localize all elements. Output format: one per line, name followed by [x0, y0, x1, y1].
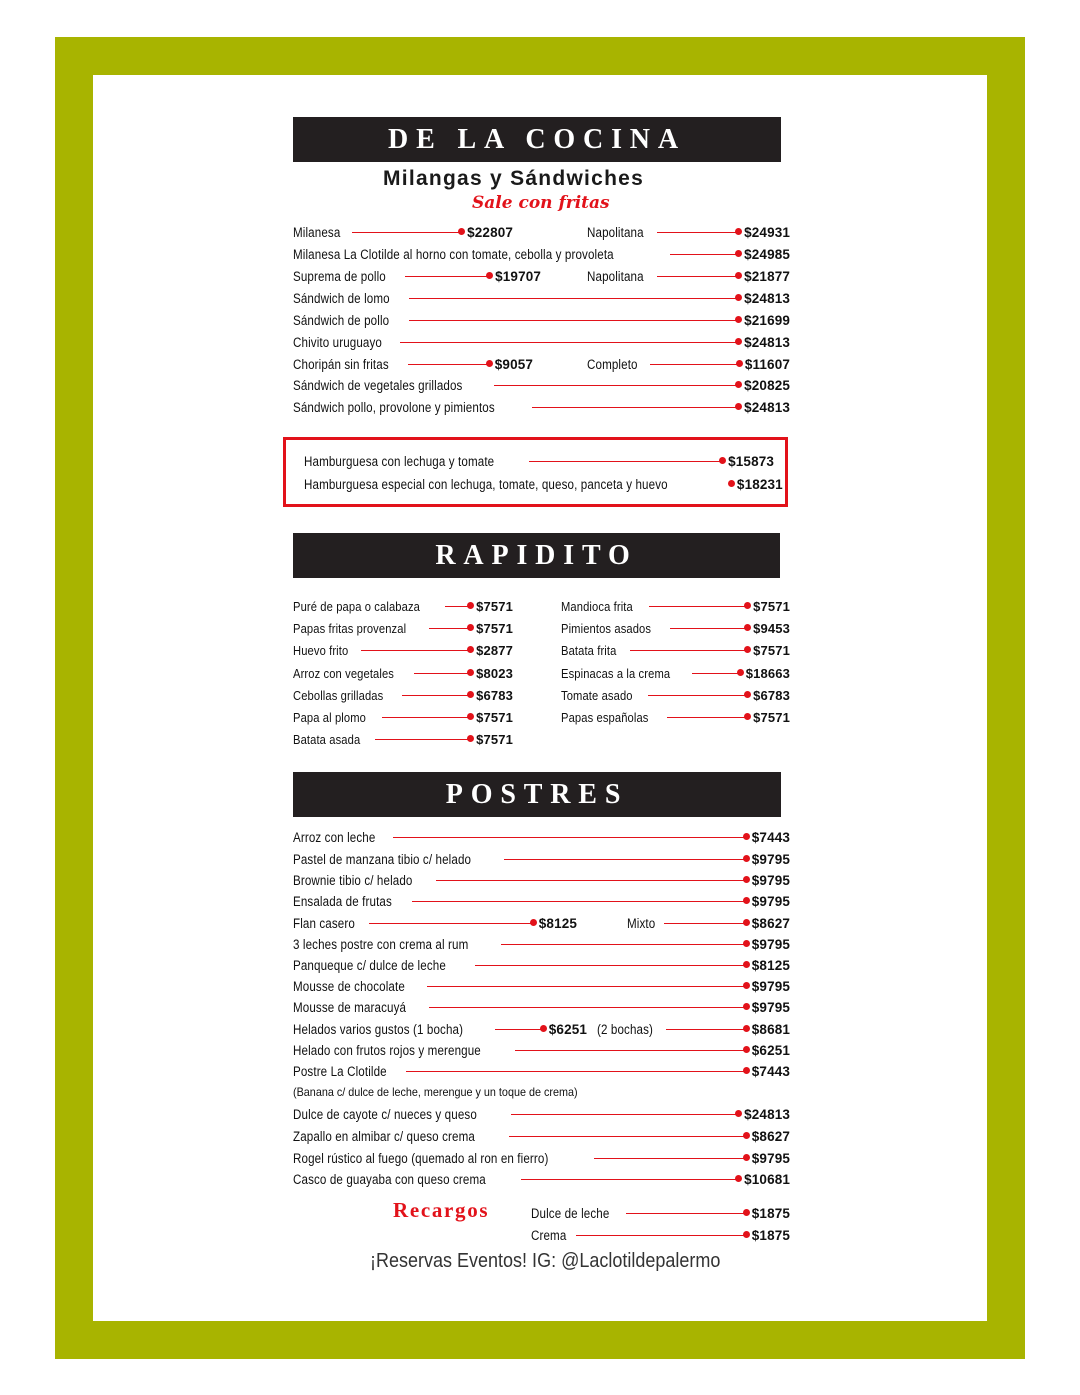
- note-sale-con-fritas: Sale con fritas: [472, 193, 610, 213]
- section-banner-rapidito: RAPIDITO: [293, 533, 780, 578]
- menu-item: Milanesa $22807: [293, 224, 513, 240]
- menu-item: Sándwich de lomo $24813: [293, 290, 790, 306]
- menu-item: Choripán sin fritas $9057: [293, 356, 533, 372]
- menu-item-recargo: Crema $1875: [531, 1227, 790, 1243]
- menu-item: Papas fritas provenzal $7571: [293, 620, 513, 636]
- menu-item-burger: Hamburguesa con lechuga y tomate $15873: [304, 453, 774, 469]
- menu-item: Ensalada de frutas $9795: [293, 893, 790, 909]
- menu-item: Rogel rústico al fuego (quemado al ron en fierro) $9795: [293, 1150, 790, 1166]
- clotilde-description: (Banana c/ dulce de leche, merengue y un toque de crema): [293, 1085, 578, 1099]
- burger-highlight-box: [283, 437, 788, 507]
- footer-reservas: ¡Reservas Eventos! IG: @Laclotildepalermo: [370, 1250, 721, 1272]
- menu-item: Brownie tibio c/ helado $9795: [293, 872, 790, 888]
- menu-item: Arroz con leche $7443: [293, 829, 790, 845]
- menu-item: Mixto $8627: [627, 915, 790, 931]
- menu-item: Sándwich de vegetales grillados $20825: [293, 377, 790, 393]
- menu-item: Casco de guayaba con queso crema $10681: [293, 1171, 790, 1187]
- menu-item: Mousse de maracuyá $9795: [293, 999, 790, 1015]
- menu-item: Postre La Clotilde $7443: [293, 1063, 790, 1079]
- menu-item: (2 bochas) $8681: [597, 1021, 790, 1037]
- menu-item-burger: Hamburguesa especial con lechuga, tomate, queso, panceta y huevo $18231: [304, 476, 783, 492]
- menu-item: Batata frita $7571: [561, 642, 790, 658]
- menu-item: Milanesa La Clotilde al horno con tomate, cebolla y provoleta $24985: [293, 246, 790, 262]
- menu-item: Huevo frito $2877: [293, 642, 513, 658]
- menu-item: Chivito uruguayo $24813: [293, 334, 790, 350]
- menu-item: Arroz con vegetales $8023: [293, 665, 513, 681]
- menu-item: Mandioca frita $7571: [561, 598, 790, 614]
- menu-item: Flan casero $8125: [293, 915, 577, 931]
- menu-item: Mousse de chocolate $9795: [293, 978, 790, 994]
- section-banner-postres: POSTRES: [293, 772, 781, 817]
- menu-item: Completo $11607: [587, 356, 790, 372]
- menu-item: Cebollas grilladas $6783: [293, 687, 513, 703]
- menu-item: Batata asada $7571: [293, 731, 513, 747]
- menu-item: Espinacas a la crema $18663: [561, 665, 790, 681]
- menu-item: Helado con frutos rojos y merengue $6251: [293, 1042, 790, 1058]
- menu-item: Helados varios gustos (1 bocha) $6251: [293, 1021, 587, 1037]
- menu-item: Sándwich de pollo $21699: [293, 312, 790, 328]
- menu-item: Pastel de manzana tibio c/ helado $9795: [293, 851, 790, 867]
- menu-item: Sándwich pollo, provolone y pimientos $24813: [293, 399, 790, 415]
- section-banner-cocina: DE LA COCINA: [293, 117, 781, 162]
- menu-item: Papa al plomo $7571: [293, 709, 513, 725]
- menu-item: Napolitana $24931: [587, 224, 790, 240]
- recargos-title: Recargos: [393, 1198, 490, 1222]
- menu-item: Zapallo en almibar c/ queso crema $8627: [293, 1128, 790, 1144]
- menu-item: 3 leches postre con crema al rum $9795: [293, 936, 790, 952]
- menu-item-recargo: Dulce de leche $1875: [531, 1205, 790, 1221]
- subtitle-milangas: Milangas y Sándwiches: [383, 167, 645, 190]
- menu-item: Napolitana $21877: [587, 268, 790, 284]
- menu-item: Papas españolas $7571: [561, 709, 790, 725]
- menu-item: Suprema de pollo $19707: [293, 268, 541, 284]
- menu-item: Pimientos asados $9453: [561, 620, 790, 636]
- menu-item: Puré de papa o calabaza $7571: [293, 598, 513, 614]
- menu-item: Panqueque c/ dulce de leche $8125: [293, 957, 790, 973]
- menu-item: Dulce de cayote c/ nueces y queso $24813: [293, 1106, 790, 1122]
- menu-item: Tomate asado $6783: [561, 687, 790, 703]
